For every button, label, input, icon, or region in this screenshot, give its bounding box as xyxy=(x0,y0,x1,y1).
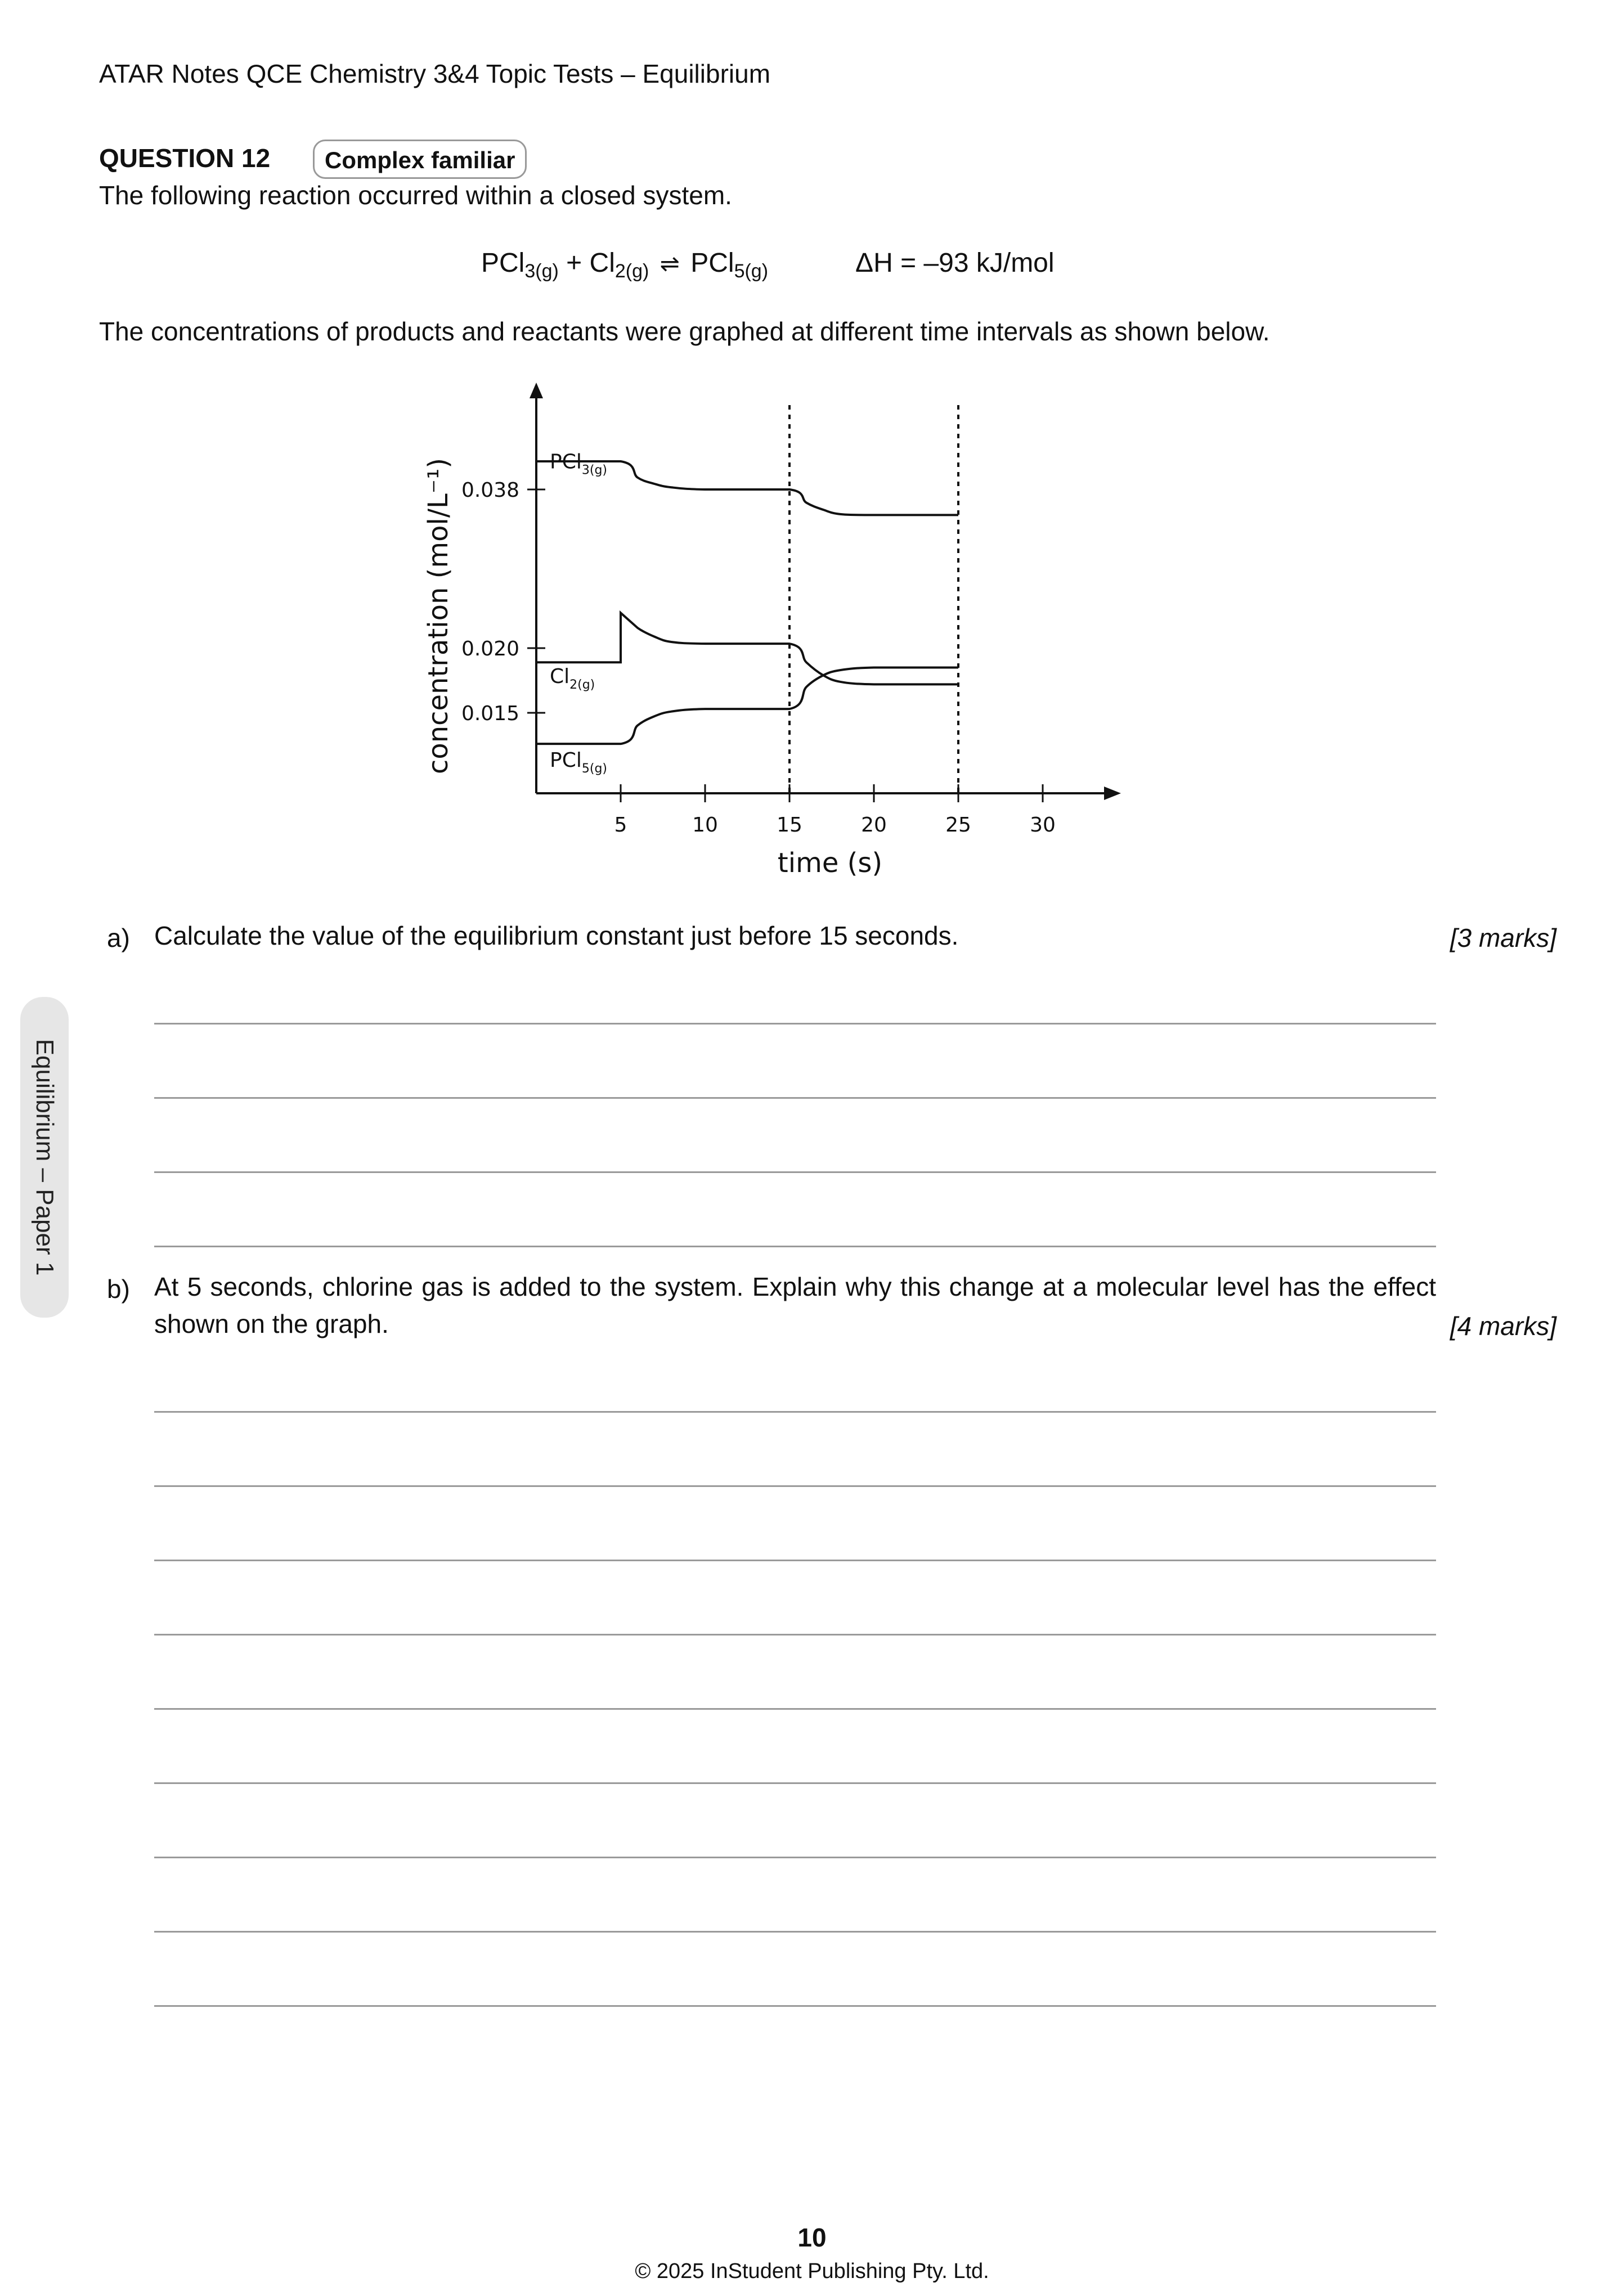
product-state: 5(g) xyxy=(734,260,769,282)
concentration-time-chart xyxy=(416,377,1148,895)
question-number: QUESTION 12 xyxy=(99,143,271,173)
answer-line[interactable] xyxy=(154,1246,1436,1247)
reaction-equation xyxy=(481,248,768,282)
part-b-text: At 5 seconds, chlorine gas is added to the system. Explain why this change at a molecular level has the effect shown on the graph. xyxy=(154,1272,1436,1338)
reactant-1: PCl xyxy=(481,248,525,278)
section-tab-label: Equilibrium – Paper 1 xyxy=(31,1039,59,1276)
cl2-label: $Cl_{2(g)}$ xyxy=(550,665,595,693)
part-a-marks: [3 marks] xyxy=(1450,923,1556,952)
plus-sign: + xyxy=(566,248,582,278)
equilibrium-arrow: ⇌ xyxy=(660,250,680,277)
answer-line[interactable] xyxy=(154,1634,1436,1635)
y-tick-label: 0.038 xyxy=(461,479,519,502)
part-a-label: a) xyxy=(107,923,130,952)
y-axis-arrow xyxy=(530,383,543,398)
part-a-text: Calculate the value of the equilibrium constant just before 15 seconds. xyxy=(154,921,959,950)
x-axis-arrow xyxy=(1104,787,1121,800)
reactant-2: Cl xyxy=(589,248,615,278)
answer-line[interactable] xyxy=(154,1931,1436,1933)
enthalpy-change: ΔH = –93 kJ/mol xyxy=(855,248,1055,278)
product: PCl xyxy=(690,248,734,278)
x-axis-label: time (s) xyxy=(777,847,883,879)
x-tick-label: 15 xyxy=(777,814,802,837)
pcl5-label: PCl$_{5(g)}$ xyxy=(550,749,607,776)
question-type-badge: Complex familiar xyxy=(313,140,527,179)
reactant-1-state: 3(g) xyxy=(524,260,559,282)
x-tick-label: 10 xyxy=(692,814,718,837)
x-tick-label: 25 xyxy=(945,814,971,837)
page-header: ATAR Notes QCE Chemistry 3&4 Topic Tests – Equilibrium xyxy=(99,59,771,88)
answer-line[interactable] xyxy=(154,1560,1436,1561)
cl2-curve xyxy=(536,613,958,684)
x-tick-label: 20 xyxy=(861,814,887,837)
y-tick-label: 0.015 xyxy=(461,702,519,725)
pcl3-label: PCl$_{3(g)}$ xyxy=(550,450,607,478)
answer-line[interactable] xyxy=(154,1411,1436,1413)
answer-line[interactable] xyxy=(154,1171,1436,1173)
page-number: 10 xyxy=(797,2223,827,2252)
answer-line[interactable] xyxy=(154,2005,1436,2007)
x-tick-label: 5 xyxy=(614,814,627,837)
answer-line[interactable] xyxy=(154,1857,1436,1858)
pcl5-curve xyxy=(536,668,958,744)
x-tick-label: 30 xyxy=(1030,814,1056,837)
reactant-2-state: 2(g) xyxy=(614,260,649,282)
answer-line[interactable] xyxy=(154,1782,1436,1784)
chart-marks xyxy=(461,405,1056,837)
answer-line[interactable] xyxy=(154,1708,1436,1710)
y-axis-label: concentration (mol/L⁻¹) xyxy=(423,457,454,775)
answer-line[interactable] xyxy=(154,1097,1436,1099)
part-b-marks: [4 marks] xyxy=(1450,1311,1556,1341)
answer-line[interactable] xyxy=(154,1485,1436,1487)
section-tab xyxy=(20,997,69,1318)
y-tick-label: 0.020 xyxy=(461,637,519,661)
copyright: © 2025 InStudent Publishing Pty. Ltd. xyxy=(635,2259,989,2283)
question-intro: The following reaction occurred within a closed system. xyxy=(99,181,732,210)
graph-intro: The concentrations of products and reactants were graphed at different time intervals as shown below. xyxy=(99,317,1270,346)
answer-line[interactable] xyxy=(154,1023,1436,1025)
part-b-label: b) xyxy=(107,1274,130,1304)
